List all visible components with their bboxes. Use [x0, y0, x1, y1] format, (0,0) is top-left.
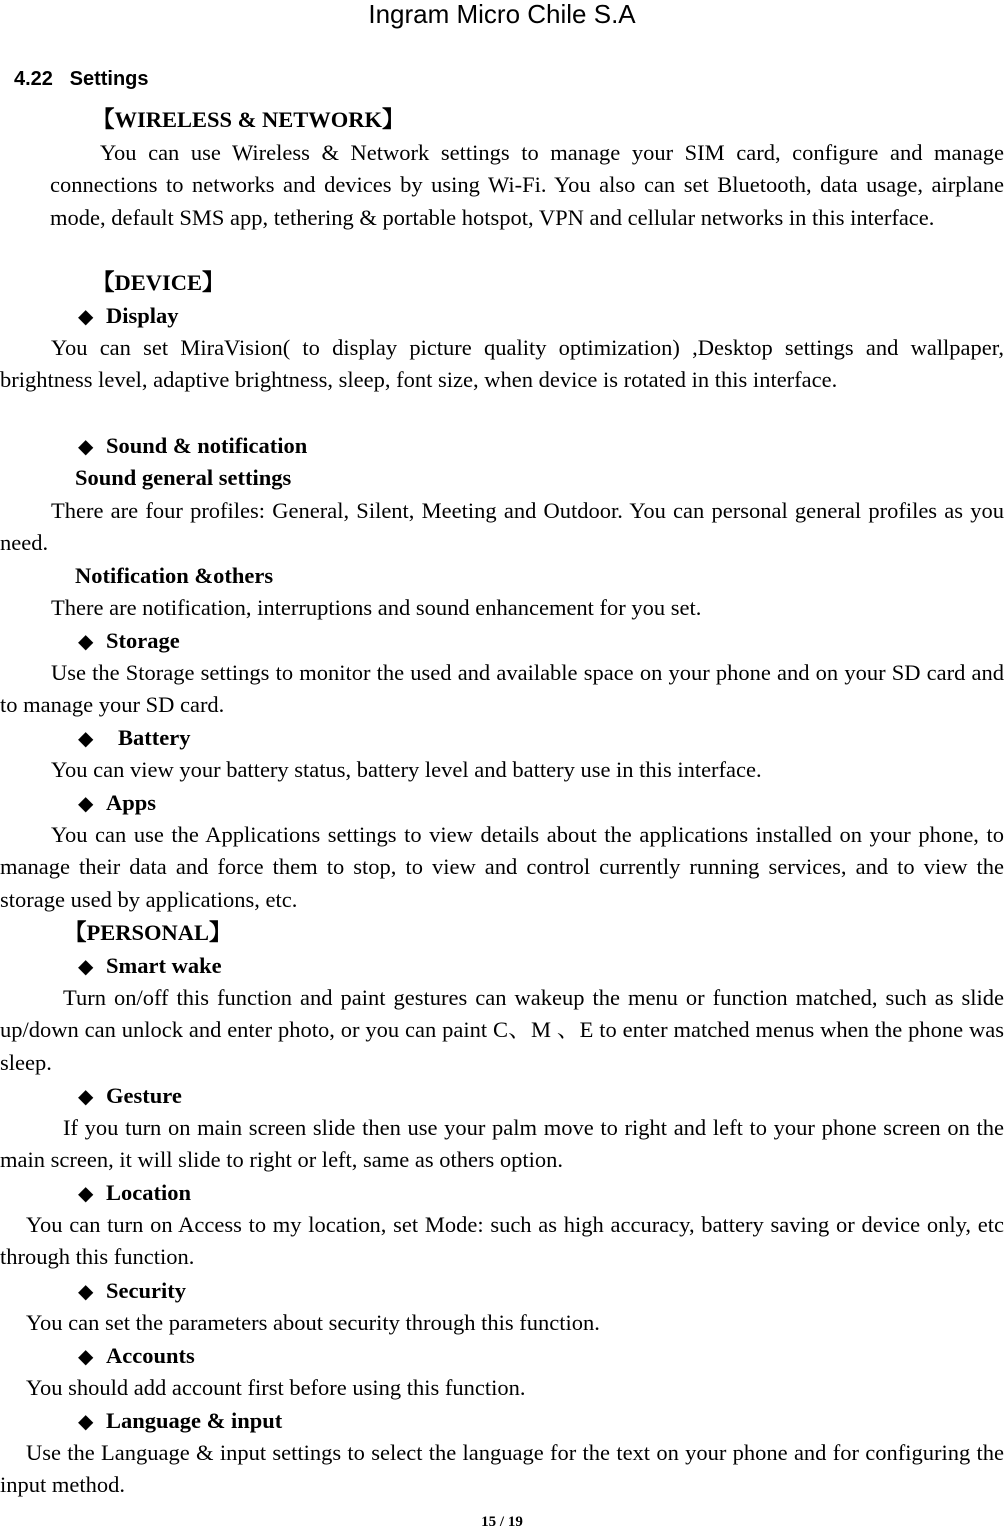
diamond-bullet-icon: ◆	[78, 956, 94, 978]
sound-general-settings-title: Sound general settings	[75, 465, 292, 490]
wireless-network-text: You can use Wireless & Network settings to manage your SIM card, configure and manage connections to networks and devices by using Wi-Fi. You also can set Bluetooth, data usage, airplane mode, default SMS app, tethering & portable hotspot, VPN and cellular networks in this interface.	[50, 140, 1004, 230]
section-number: 4.22	[14, 68, 53, 90]
sound-notification-title: Sound & notification	[106, 433, 308, 458]
diamond-bullet-icon: ◆	[78, 793, 94, 815]
security-title: Security	[106, 1278, 186, 1303]
gesture-item	[78, 1080, 182, 1113]
security-text: You can set the parameters about security through this function.	[26, 1310, 600, 1335]
gesture-title: Gesture	[106, 1083, 182, 1108]
page-header: Ingram Micro Chile S.A	[368, 0, 636, 29]
diamond-bullet-icon: ◆	[78, 306, 94, 328]
battery-title: Battery	[118, 725, 191, 750]
accounts-text: You should add account first before using this function.	[26, 1375, 526, 1400]
notification-others-text: There are notification, interruptions and sound enhancement for you set.	[51, 595, 702, 620]
diamond-bullet-icon: ◆	[78, 728, 94, 750]
page-number: 15 / 19	[481, 1514, 523, 1530]
apps-text: You can use the Applications settings to view details about the applications installed on your phone, to manage their data and force them to stop, to view and control currently running services, and to view the storage used by applications, etc.	[0, 822, 1004, 912]
battery-text: You can view your battery status, battery level and battery use in this interface.	[51, 757, 762, 782]
section-heading	[14, 66, 149, 92]
location-item	[78, 1177, 191, 1210]
display-text: You can set MiraVision( to display picture quality optimization) ,Desktop settings and wallpaper, brightness level, adaptive brightness, sleep, font size, when device is rotated in this interface.	[0, 335, 1004, 393]
security-item	[78, 1275, 186, 1308]
diamond-bullet-icon: ◆	[78, 436, 94, 458]
wireless-network-heading: 【WIRELESS & NETWORK】	[92, 107, 405, 132]
diamond-bullet-icon: ◆	[78, 1183, 94, 1205]
language-input-text: Use the Language & input settings to select the language for the text on your phone and for configuring the input method.	[0, 1440, 1004, 1498]
personal-heading: 【PERSONAL】	[64, 920, 232, 945]
battery-item	[78, 722, 190, 755]
device-heading: 【DEVICE】	[92, 270, 225, 295]
language-input-title: Language & input	[106, 1408, 283, 1433]
apps-item	[78, 787, 156, 820]
location-text: You can turn on Access to my location, set Mode: such as high accuracy, battery saving or device only, etc through this function.	[0, 1212, 1004, 1270]
sound-notification-item	[78, 430, 307, 463]
smart-wake-title: Smart wake	[106, 953, 222, 978]
gesture-text: If you turn on main screen slide then use your palm move to right and left to your phone screen on the main screen, it will slide to right or left, same as others option.	[0, 1115, 1004, 1173]
notification-others-title: Notification &others	[75, 563, 274, 588]
sound-general-settings-text: There are four profiles: General, Silent, Meeting and Outdoor. You can personal general profiles as you need.	[0, 498, 1004, 556]
diamond-bullet-icon: ◆	[78, 1346, 94, 1368]
diamond-bullet-icon: ◆	[78, 1281, 94, 1303]
accounts-title: Accounts	[106, 1343, 195, 1368]
accounts-item	[78, 1340, 195, 1373]
section-title: Settings	[69, 68, 149, 90]
storage-title: Storage	[106, 628, 180, 653]
smart-wake-text: Turn on/off this function and paint gestures can wakeup the menu or function matched, such as slide up/down can unlock and enter photo, or you can paint C、M 、E to enter matched menus when the phone was sleep.	[0, 985, 1004, 1075]
display-item	[78, 300, 179, 333]
smart-wake-item	[78, 950, 222, 983]
language-input-item	[78, 1405, 282, 1438]
display-title: Display	[106, 303, 179, 328]
location-title: Location	[106, 1180, 192, 1205]
diamond-bullet-icon: ◆	[78, 1411, 94, 1433]
diamond-bullet-icon: ◆	[78, 631, 94, 653]
apps-title: Apps	[106, 790, 157, 815]
diamond-bullet-icon: ◆	[78, 1086, 94, 1108]
storage-text: Use the Storage settings to monitor the used and available space on your phone and on your SD card and to manage your SD card.	[0, 660, 1004, 718]
storage-item	[78, 625, 180, 658]
